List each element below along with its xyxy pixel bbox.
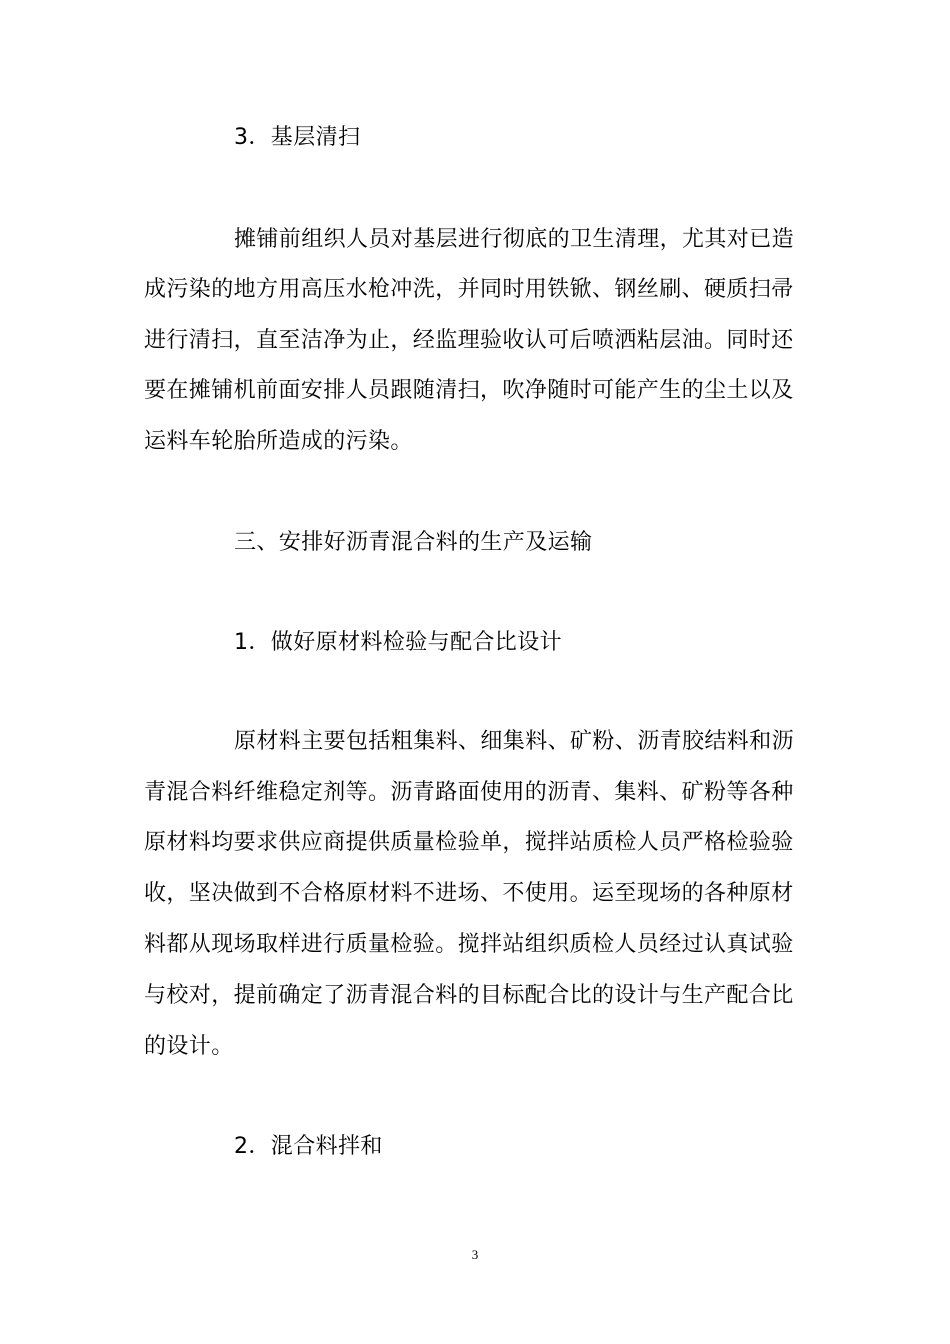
paragraph-line: 要在摊铺机前面安排人员跟随清扫，吹净随时可能产生的尘土以及 [144,378,794,403]
page-number: 3 [471,1247,479,1262]
paragraph-line: 青混合料纤维稳定剂等。沥青路面使用的沥青、集料、矿粉等各种 [144,780,794,805]
paragraph-line: 原材料主要包括粗集料、细集料、矿粉、沥青胶结料和沥 [234,729,795,754]
paragraph-line: 成污染的地方用高压水枪冲洗，并同时用铁锨、钢丝刷、硬质扫帚 [144,277,794,302]
paragraph-line: 收，坚决做到不合格原材料不进场、不使用。运至现场的各种原材 [144,881,794,906]
paragraph-line: 摊铺前组织人员对基层进行彻底的卫生清理，尤其对已造 [234,227,795,252]
paragraph-line: 料都从现场取样进行质量检验。搅拌站组织质检人员经过认真试验 [144,932,794,957]
paragraph-line: 的设计。 [144,1034,234,1059]
subheading-base-cleaning: 3．基层清扫 [234,125,361,150]
paragraph-line: 运料车轮胎所造成的污染。 [144,429,413,454]
subheading-materials: 1．做好原材料检验与配合比设计 [234,630,562,655]
subheading-mixing: 2．混合料拌和 [234,1134,383,1159]
paragraph-line: 进行清扫，直至洁净为止，经监理验收认可后喷洒粘层油。同时还 [144,328,794,353]
paragraph-line: 原材料均要求供应商提供质量检验单，搅拌站质检人员严格检验验 [144,830,794,855]
paragraph-line: 与校对，提前确定了沥青混合料的目标配合比的设计与生产配合比 [144,983,794,1008]
section-title: 三、安排好沥青混合料的生产及运输 [234,530,593,555]
